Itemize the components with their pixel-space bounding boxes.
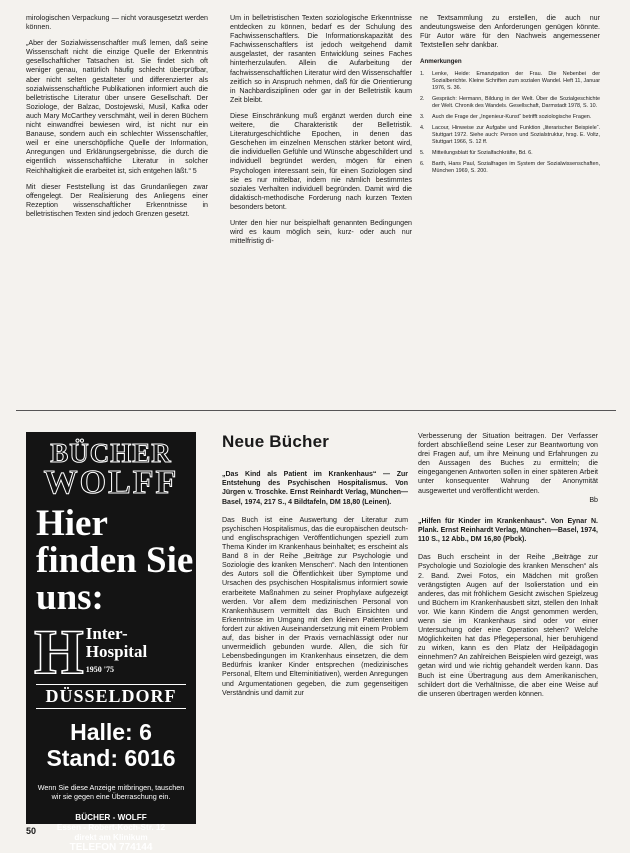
article-column-2 — [230, 14, 412, 253]
footnote: 5. Mitteilungsblatt für Sozialfachkräfte, Bd. 6. — [420, 150, 533, 157]
logo-letter: H — [34, 616, 84, 687]
book-citation: „Das Kind als Patient im Krankenhaus“ — Zur Entstehung des Psychischen Hospitalismus. Von Jürgen v. Troschke. Ernst Reinhardt Verlag, München—Basel, 1974, 217 S., 4 Bildtafeln, DM 18,80 (Leinen). — [222, 471, 408, 506]
paragraph: Unter den hier nur beispielhaft genannten Bedingungen wird es kaum möglich sein, kurz- oder auch nur mittelfristig di- — [230, 218, 412, 246]
inter-hospital-logo — [34, 616, 188, 687]
book-citation: „Hilfen für Kinder im Krankenhaus“. Von Eynar N. Plank. Ernst Reinhardt Verlag, München—Basel, 1974, 110 S., 12 Abb., DM 16,80 (Pbck). — [418, 517, 598, 544]
review-text-continued: Verbesserung der Situation beitragen. Der Verfasser fordert abschließend seine Leser zur Beantwortung von drei Fragen auf, um ihre Meinung und Erfahrungen zu den Aussagen des Buches zu ermitteln; die eingegangenen Antworten sollen in einer späteren Arbeit unter konsequenter Wahrung der Anonymität ausgewertet und veröffentlicht werden. — [418, 432, 598, 495]
paragraph: „Aber der Sozialwissenschaftler muß lernen, daß seine Wissenschaft nicht die einzige Quelle der Erkenntnis gesellschaftlicher Tatsachen ist. Sie findet sich oft weniger genau, natürlich häufig schlecht überprüfbar, aber nicht selten gestalteter und differenzierter als sozialwissenschaftliche Publikationen informiert auch die belletristische Literatur über unsere Gesellschaft. Der Soziologe, der Balzac, Dostojewski, Musil, Kafka oder auch Mary McCarthey verschmäht, weil in deren Büchern nicht einwandfrei bewiesen wird, ist nicht nur ein Banause, sondern auch ein schlechter Wissenschaftler, weil er eine unerschöpfliche Quelle der Information, Anregungen und Erklärungsergebnisse, die durch die eigentlich wissenschaftliche Literatur in solcher Reichhaltigkeit die erarbeitet ist, sich entgehen läßt.“ 5 — [26, 39, 208, 175]
ad-brand-line-2: WOLFF — [43, 464, 179, 501]
footnote: 6. Barth, Hans Paul, Sozialfragen im System der Sozialwissenschaften, München 1969, S. 200. — [420, 161, 600, 175]
ad-brand-line-1: BÜCHER — [50, 438, 172, 468]
page-number: 50 — [26, 826, 37, 836]
footnote: 2. Gespräch: Hermann, Bildung in der Welt. Über die Sozialgeschichte der Welt. Chronik des Wandels. Gesellschaft, Darmstadt 1978, S. 10. — [420, 96, 600, 110]
paragraph: Um in belletristischen Texten soziologische Erkenntnisse entdecken zu können, bedarf es der Schulung des Fachwissenschaftlers. Die Informationskapazität des Fachwissenschaftlers ist jedoch weitgehend damit ausgelastet, der rasanten Entwicklung seines Faches hinterherzulaufen. Allein die Aufarbeitung der fachwissenschaftlichen Literatur wird den Wissenschaftler zeitlich so in Anspruch nehmen, daß für die Orientierung in Nachbardisziplinen oder gar in der Belletristik kaum Zeit bleibt. — [230, 14, 412, 104]
ad-city: DÜSSELDORF — [36, 684, 186, 709]
review-column-2 — [418, 432, 598, 699]
review-text: Das Buch ist eine Auswertung der Literatur zum psychischen Hospitalismus, das die europäischen deutsch- und englischsprachigen Veröffentlichungen speziell zum Thema Kinder im Krankenhaus beinhaltet; es erscheint als Band 8 in der Reihe „Beiträge zur Psychologie und Soziologie des kranken Menschen“. Nach den Intentionen des Autors soll die Öffentlichkeit über Symptome und Ursachen des psychischen Hospitalismus informiert sowie erarbeitete Maßnahmen zu seiner Prophylaxe aufgezeigt werden. Vor allem dem medizinischen Personal von Krankenhäusern vermittelt das Buch Einsichten und Erkenntnisse im Umgang mit den kleinen Patienten und fordert zur aktiven Auseinandersetzung mit einem Problem auf, das bisher in der Praxis vernachlässigt oder nur unvermeidlich gebunden wurde. Allen, die sich für Lebensbedingungen im Krankenhaus einsetzen, die dem Bedürfnis kranker Kinder entsprechen (medizinisches Personal, Eltern und Elterninitiativen), werden Anregungen und Argumentationen gegeben, die zum gegenseitigen Verständnis und damit zur — [222, 515, 408, 697]
paragraph: mirologischen Verpackung — nicht vorausgesetzt werden können. — [26, 14, 208, 32]
article-column-3 — [420, 14, 600, 179]
review-text: Das Buch erscheint in der Reihe „Beiträge zur Psychologie und Soziologie des kranken Menschen“ als 2. Band. Zwei Fotos, ein Mädchen mit großen verängstigten Augen auf der Isolierstation und ein anderes, das mit fröhlichem Gesicht zwischen Spielzeug und Büchern im Krankenhausbett sitzt, stellen den Inhalt vor. Wie kann Kindern die Angst genommen werden, wenn sie im Krankenhaus sind oder vor einer Untersuchung oder eine Operation stehen? Welche Möglichkeiten hat das Pflegepersonal, hier beruhigend zu wirken, kann es den Platz der Heilpädagogin einnehmen? An zahlreichen Beispielen wird gezeigt, was getan wird und wie richtig gehandelt werden kann. Das Buch ist eine Übertragung aus dem Amerikanischen, schildert dort die Verhältnisse, die aber eine Weise auf die unseren übertragen werden können. — [418, 553, 598, 698]
footnote: 1. Lenke, Heide: Emanzipation der Frau. Die Nebenbei der Sozialberichte. Kleine Schriften zum sozialen Wandel. Heft 11, Januar 1976, S. 36. — [420, 71, 600, 92]
footnotes-list — [420, 71, 600, 175]
review-column-1 — [222, 470, 408, 698]
section-title: Neue Bücher — [222, 432, 330, 451]
ad-hall-stand: Halle: 6 Stand: 6016 — [46, 719, 176, 771]
reviewer-signature: Bb — [589, 495, 598, 504]
ad-note: Wenn Sie diese Anzeige mitbringen, tauschen wir sie gegen eine Überraschung ein. — [37, 783, 185, 801]
section-divider — [16, 410, 616, 411]
ad-footer: BÜCHER - WOLFF Essen - Robert-Koch-Str. 12 direkt am Klinikum TELEFON 774144 — [56, 813, 166, 853]
paragraph: Diese Einschränkung muß ergänzt werden durch eine weitere, die Charakteristik der Belletristik. Literaturgeschichtliche Epochen, in denen das Geschehen im einzelnen Menschen stärker betont wird, die individuellen Gefühle und Wünsche abgeschildert und individuell begründet werden, mögen für einen Psychologen interessant sein, für einen Soziologen sind sie es nur mittelbar, indem nie nämlich bestimmtes soziales Verhalten individuell begründen. Damit wird die didaktisch-methodische Forderung nach kurzen Texten besonders betont. — [230, 111, 412, 211]
article-column-1 — [26, 14, 208, 226]
ad-headline: Hier finden Sie uns: — [36, 503, 194, 618]
footnote: 3. Auch die Frage der „Ingenieur-Kunst“ betrifft soziologische Fragen. — [420, 114, 592, 121]
notes-heading: Anmerkungen — [420, 58, 462, 66]
bookstore-advertisement — [26, 432, 196, 853]
paragraph: Mit dieser Feststellung ist das Grundanliegen zwar offengelegt. Der Realisierung des Anliegens einer Rezeption wissenschaftlicher Erkenntnisse in belletristischen Texten sind jedoch Grenzen gesetzt. — [26, 182, 208, 218]
paragraph: ne Textsammlung zu erstellen, die auch nur andeutungsweise den Anforderungen genügen könnte. Für Autor wäre für den Nachweis angemessener Textstellen sehr dankbar. — [420, 14, 600, 50]
footnote: 4. Lacour, Hinweise zur Aufgabe und Funktion „literarischer Beispiele“. Stuttgart 1972. Siehe auch: Person und Sozialstruktur, hrsg. E. Voltz, Stuttgart 1966, S. 12 ff. — [420, 125, 600, 146]
logo-text: Inter- Hospital 1950 '75 — [85, 624, 148, 674]
